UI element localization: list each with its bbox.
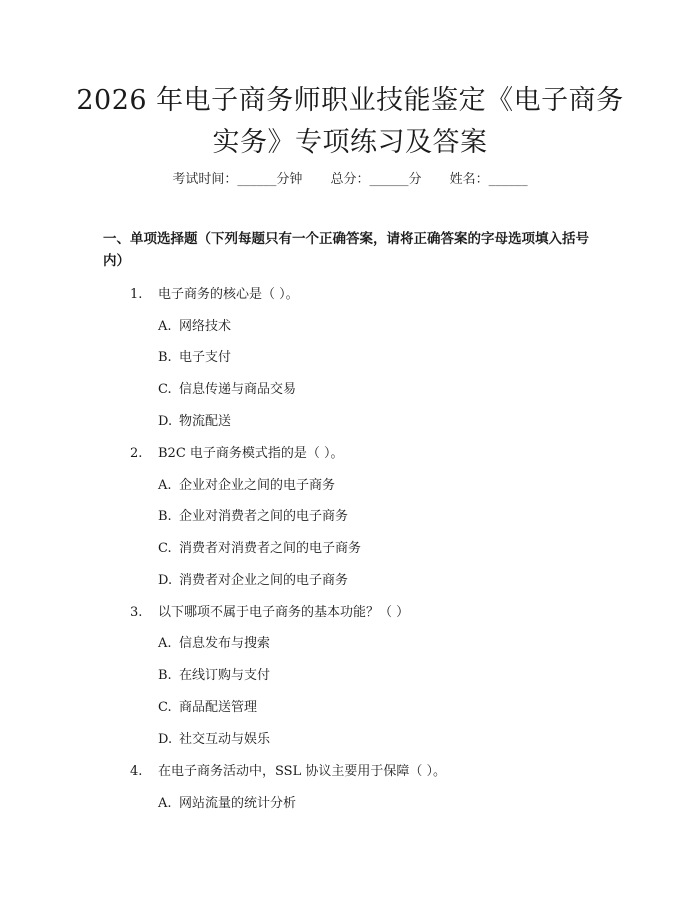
question-2 [130, 442, 344, 461]
question-4 [130, 760, 446, 779]
question-text: 电子商务的核心是（ ）。 [158, 287, 299, 302]
option-2-d [158, 569, 348, 588]
option-2-c [158, 537, 361, 556]
option-letter: A. [158, 636, 172, 651]
question-1 [130, 283, 299, 302]
total-score: 总分：______分 [330, 172, 422, 187]
question-number: 4. [130, 764, 143, 779]
page-title [60, 80, 640, 164]
option-text: 商品配送管理 [179, 700, 258, 715]
question-number: 3. [130, 605, 143, 620]
option-text: 电子支付 [179, 350, 232, 365]
exam-meta [0, 168, 700, 187]
option-3-d [158, 728, 270, 747]
question-number: 1. [130, 287, 143, 302]
option-letter: D. [158, 732, 173, 747]
option-1-d [158, 410, 231, 429]
question-text: 以下哪项不属于电子商务的基本功能？（ ） [158, 605, 410, 620]
option-2-b [158, 505, 348, 524]
option-1-a [158, 315, 231, 334]
question-text: B2C 电子商务模式指的是（ ）。 [158, 446, 344, 461]
option-text: 企业对消费者之间的电子商务 [179, 509, 349, 524]
option-4-a [158, 792, 296, 811]
option-letter: A. [158, 796, 172, 811]
question-3 [130, 601, 409, 620]
option-letter: D. [158, 414, 173, 429]
option-1-c [158, 378, 296, 397]
option-3-b [158, 664, 270, 683]
option-letter: D. [158, 573, 173, 588]
option-2-a [158, 474, 335, 493]
option-text: 社交互动与娱乐 [179, 732, 271, 747]
title-line-2: 实务》专项练习及答案 [212, 127, 488, 158]
option-letter: B. [158, 350, 172, 365]
option-text: 网络技术 [179, 319, 232, 334]
student-name: 姓名：______ [449, 172, 528, 187]
option-letter: B. [158, 509, 172, 524]
title-line-1: 2026 年电子商务师职业技能鉴定《电子商务 [76, 85, 624, 116]
option-letter: A. [158, 478, 172, 493]
option-text: 消费者对消费者之间的电子商务 [179, 541, 362, 556]
exam-time: 考试时间：______分钟 [172, 172, 303, 187]
option-text: 消费者对企业之间的电子商务 [179, 573, 349, 588]
option-letter: C. [158, 700, 172, 715]
question-text: 在电子商务活动中，SSL 协议主要用于保障（ ）。 [158, 764, 446, 779]
option-text: 信息发布与搜索 [179, 636, 271, 651]
option-text: 物流配送 [179, 414, 232, 429]
question-number: 2. [130, 446, 143, 461]
option-text: 在线订购与支付 [179, 668, 271, 683]
option-text: 网站流量的统计分析 [179, 796, 297, 811]
option-letter: A. [158, 319, 172, 334]
option-letter: B. [158, 668, 172, 683]
option-text: 企业对企业之间的电子商务 [179, 478, 336, 493]
option-letter: C. [158, 541, 172, 556]
option-3-a [158, 632, 270, 651]
option-text: 信息传递与商品交易 [179, 382, 297, 397]
section-heading: 一、单项选择题（下列每题只有一个正确答案，请将正确答案的字母选项填入括号内） [103, 231, 589, 269]
option-1-b [158, 346, 231, 365]
option-3-c [158, 696, 257, 715]
option-letter: C. [158, 382, 172, 397]
